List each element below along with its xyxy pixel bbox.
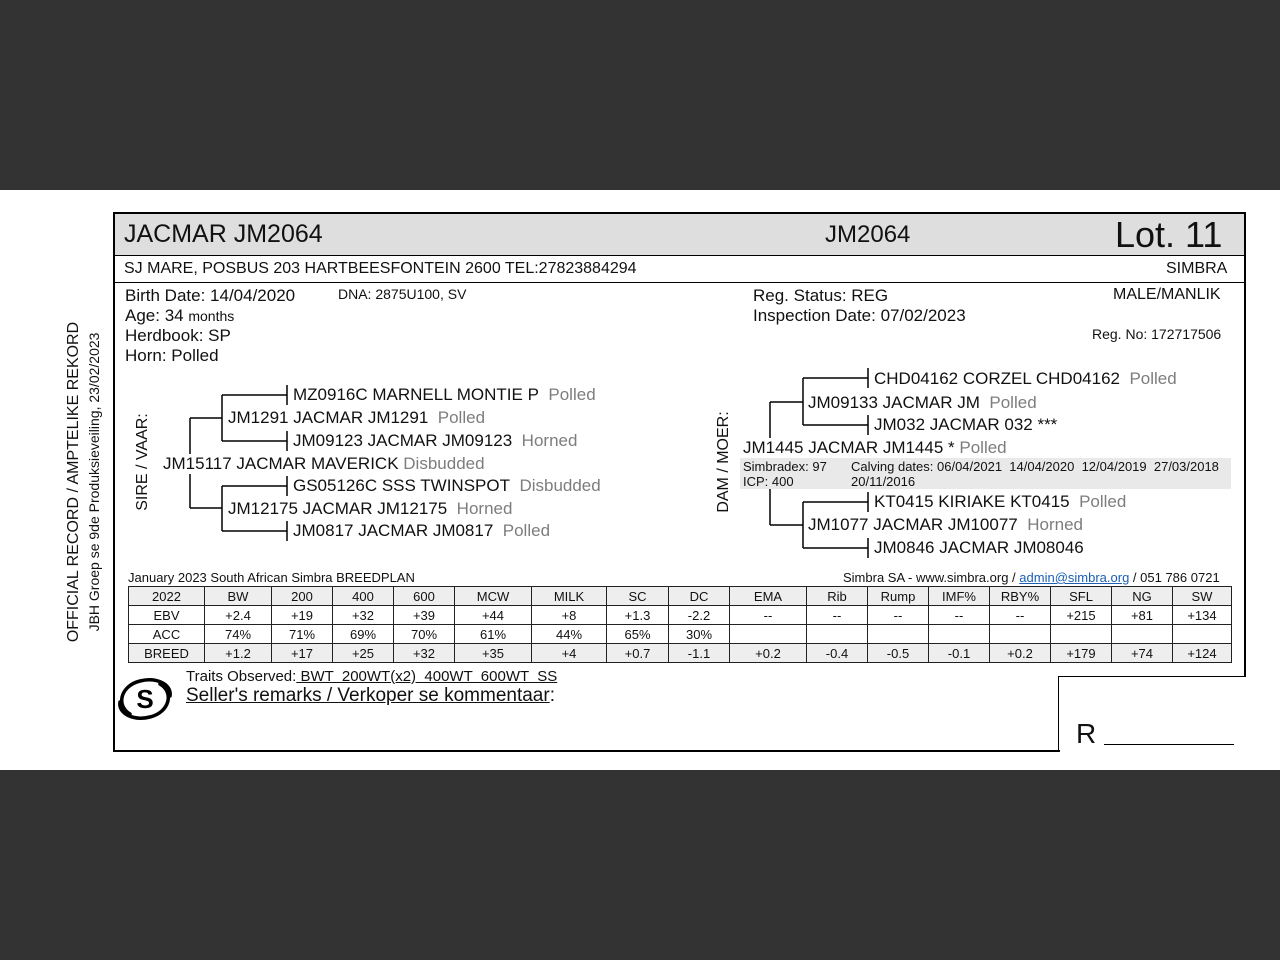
breedplan-header-row — [129, 587, 1232, 606]
calving-dates: Calving dates: 06/04/2021 14/04/2020 12/04/2019 27/03/2018 — [851, 459, 1219, 474]
dam-sire: JM09133 JACMAR JM Polled — [808, 393, 1037, 412]
header-cell: MILK — [532, 587, 607, 606]
sire-dam-sire: GS05126C SSS TWINSPOT Disbudded — [293, 476, 601, 495]
table-cell — [807, 625, 868, 644]
sire-sire-sire: MZ0916C MARNELL MONTIE P Polled — [293, 385, 596, 404]
dam-main: JM1445 JACMAR JM1445 * Polled — [743, 438, 1007, 457]
table-cell: -- — [990, 606, 1051, 625]
table-cell: -1.1 — [669, 644, 730, 663]
breed-label: SIMBRA — [1166, 260, 1228, 277]
header-cell: RBY% — [990, 587, 1051, 606]
breedplan-ebv-row — [129, 606, 1232, 625]
dam-dam: JM1077 JACMAR JM10077 Horned — [808, 515, 1083, 534]
table-cell: EBV — [129, 606, 205, 625]
dam-dam-dam: JM0846 JACMAR JM08046 — [874, 538, 1084, 557]
header-cell: Rump — [868, 587, 929, 606]
table-cell: +215 — [1051, 606, 1112, 625]
dam-label: DAM / MOER: — [715, 411, 732, 513]
header-cell: DC — [669, 587, 730, 606]
header-cell: 400 — [333, 587, 394, 606]
simbra-logo-icon — [116, 676, 174, 722]
header-cell: Rib — [807, 587, 868, 606]
table-cell: +0.2 — [730, 644, 807, 663]
table-cell: -0.1 — [929, 644, 990, 663]
sire-label: SIRE / VAAR: — [134, 413, 151, 511]
header-cell: MCW — [455, 587, 532, 606]
dna-info: DNA: 2875U100, SV — [338, 286, 467, 302]
table-cell: +124 — [1173, 644, 1232, 663]
table-cell — [868, 625, 929, 644]
logo-letter: S — [136, 684, 154, 714]
table-cell: 30% — [669, 625, 730, 644]
table-cell — [929, 625, 990, 644]
table-cell: 65% — [607, 625, 669, 644]
table-cell: +39 — [394, 606, 455, 625]
table-cell: +1.2 — [205, 644, 272, 663]
table-cell: 69% — [333, 625, 394, 644]
table-cell: -- — [807, 606, 868, 625]
sire-dam-dam: JM0817 JACMAR JM0817 Polled — [293, 521, 551, 540]
table-cell — [1173, 625, 1232, 644]
header-cell: NG — [1112, 587, 1173, 606]
table-cell: +35 — [455, 644, 532, 663]
price-label: R — [1076, 718, 1097, 749]
table-cell: 71% — [272, 625, 333, 644]
table-cell: +81 — [1112, 606, 1173, 625]
header-cell: BW — [205, 587, 272, 606]
table-cell: ACC — [129, 625, 205, 644]
reg-status: Reg. Status: REG — [753, 286, 889, 305]
table-cell: -- — [868, 606, 929, 625]
table-cell: 70% — [394, 625, 455, 644]
table-cell: -- — [929, 606, 990, 625]
sex-label: MALE/MANLIK — [1113, 286, 1221, 303]
header-cell: SC — [607, 587, 669, 606]
header-cell: EMA — [730, 587, 807, 606]
simbra-contact: Simbra SA - www.simbra.org / admin@simbra.org / 051 786 0721 — [843, 570, 1220, 585]
table-cell: +4 — [532, 644, 607, 663]
animal-id: JM2064 — [825, 221, 911, 248]
table-cell: -0.5 — [868, 644, 929, 663]
birth-date: Birth Date: 14/04/2020 — [125, 286, 296, 305]
table-cell: +32 — [333, 606, 394, 625]
dam-sire-dam: JM032 JACMAR 032 *** — [874, 415, 1058, 434]
header-cell: 600 — [394, 587, 455, 606]
table-cell: -2.2 — [669, 606, 730, 625]
breedplan-breed-row — [129, 644, 1232, 663]
table-cell: BREED — [129, 644, 205, 663]
breedplan-title: January 2023 South African Simbra BREEDPLAN — [128, 570, 415, 585]
calving-dates-cont: 20/11/2016 — [851, 474, 916, 489]
header-cell: 2022 — [129, 587, 205, 606]
sire-dam: JM12175 JACMAR JM12175 Horned — [228, 499, 513, 518]
age: Age: 34 months — [125, 306, 235, 325]
reg-number: Reg. No: 172717506 — [1092, 326, 1222, 342]
official-record-label: OFFICIAL RECORD / AMPTELIKE REKORD — [65, 321, 82, 643]
email-link[interactable]: admin@simbra.org — [1019, 570, 1130, 585]
table-cell — [990, 625, 1051, 644]
inspection-date: Inspection Date: 07/02/2023 — [753, 306, 966, 325]
table-cell: +0.7 — [607, 644, 669, 663]
icp: ICP: 400 — [743, 474, 794, 489]
dam-sire-sire: CHD04162 CORZEL CHD04162 Polled — [874, 369, 1177, 388]
table-cell: 74% — [205, 625, 272, 644]
simbradex: Simbradex: 97 — [743, 459, 827, 474]
lot-number: Lot. 11 — [1115, 214, 1223, 255]
table-cell: -0.4 — [807, 644, 868, 663]
price-line[interactable] — [1104, 744, 1234, 745]
breedplan-table — [128, 586, 1232, 663]
table-cell — [730, 625, 807, 644]
table-cell: +17 — [272, 644, 333, 663]
table-cell: +0.2 — [990, 644, 1051, 663]
header-cell: SFL — [1051, 587, 1112, 606]
header-cell: SW — [1173, 587, 1232, 606]
table-cell: 44% — [532, 625, 607, 644]
sire-sire-dam: JM09123 JACMAR JM09123 Horned — [293, 431, 578, 450]
table-cell: +25 — [333, 644, 394, 663]
table-cell: +44 — [455, 606, 532, 625]
breedplan-acc-row — [129, 625, 1232, 644]
auction-info-label: JBH Groep se 9de Produksieveiling, 23/02/2023 — [86, 332, 102, 632]
table-cell: 61% — [455, 625, 532, 644]
sire-sire: JM1291 JACMAR JM1291 Polled — [228, 408, 486, 427]
seller-remarks: Seller's remarks / Verkoper se kommentaar: — [186, 685, 555, 706]
owner-line: SJ MARE, POSBUS 203 HARTBEESFONTEIN 2600 TEL:27823884294 — [124, 260, 637, 277]
table-cell: +19 — [272, 606, 333, 625]
sire-main: JM15117 JACMAR MAVERICK Disbudded — [163, 454, 485, 473]
table-cell: +8 — [532, 606, 607, 625]
table-cell: +74 — [1112, 644, 1173, 663]
traits-observed: Traits Observed: BWT 200WT(x2) 400WT 600WT SS — [186, 668, 558, 685]
horn-status: Horn: Polled — [125, 346, 219, 365]
table-cell — [1051, 625, 1112, 644]
table-cell — [1112, 625, 1173, 644]
table-cell: +2.4 — [205, 606, 272, 625]
dam-dam-sire: KT0415 KIRIAKE KT0415 Polled — [874, 492, 1127, 511]
header-cell: 200 — [272, 587, 333, 606]
header-cell: IMF% — [929, 587, 990, 606]
table-cell: +32 — [394, 644, 455, 663]
animal-name: JACMAR JM2064 — [124, 220, 323, 248]
table-cell: -- — [730, 606, 807, 625]
herdbook: Herdbook: SP — [125, 326, 231, 345]
table-cell: +1.3 — [607, 606, 669, 625]
table-cell: +134 — [1173, 606, 1232, 625]
table-cell: +179 — [1051, 644, 1112, 663]
